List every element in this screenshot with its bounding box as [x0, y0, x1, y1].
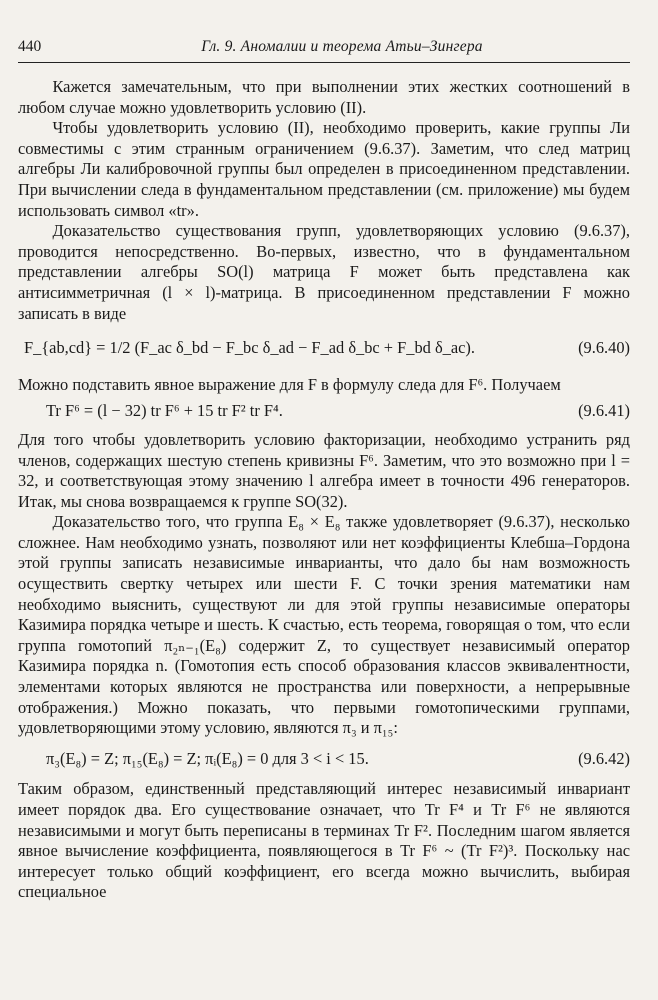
- paragraph-5: Для того чтобы удовлетворить условию факторизации, необходимо устранить ряд членов, содержащих шестую степень кривизны F⁶. Заметим, что это возможно при l = 32, и соответствующая этому значению l алгебра имеет в точности 496 генераторов. Итак, мы снова возвращаемся к группе SO(32).: [18, 429, 630, 511]
- body-text: [18, 77, 630, 903]
- paragraph-6: Доказательство того, что группа E₈ × E₈ также удовлетворяет (9.6.37), несколько сложнее. Нам необходимо узнать, позволяют или нет коэффициенты Клебша–Гордона этой группы записать независимые инварианты, что дало бы нам возможность осуществить свертку четырех или шести F. С точки зрения математики нам необходимо выяснить, существуют ли для этой группы независимые операторы Казимира порядка четыре и шесть. К счастью, есть теорема, говорящая о том, что если группа гомотопий π₂ₙ₋₁(E₈) содержит Z, то существует независимый оператор Казимира порядка n. (Гомотопия есть способ образования классов эквивалентности, элементами которых являются не пространства или поверхности, а непрерывные отображения.) Можно показать, что первыми гомотопическими группами, удовлетворяющими этому условию, являются π₃ и π₁₅:: [18, 512, 630, 738]
- paragraph-4: Можно подставить явное выражение для F в формулу следа для F⁶. Получаем: [18, 374, 561, 394]
- equation-number: (9.6.41): [578, 401, 630, 421]
- equation-number: (9.6.40): [578, 338, 630, 358]
- paragraph-2: Чтобы удовлетворить условию (II), необходимо проверить, какие группы Ли совместимы с этим странным ограничением (9.6.37). Заметим, что след матриц алгебры Ли калибровочной группы был определен в присоединенном представлении. При вычислении следа в фундаментальном представлении (см. приложение) мы будем использовать символ «tr».: [18, 118, 630, 220]
- equation-number: (9.6.42): [578, 748, 630, 768]
- running-title: Гл. 9. Аномалии и теорема Атьи–Зингера: [201, 38, 483, 55]
- paragraph-1: Кажется замечательным, что при выполнении этих жестких соотношений в любом случае можно удовлетворить условию (II).: [18, 77, 630, 117]
- equation-9-6-40: [18, 338, 630, 359]
- paragraph-3: Доказательство существования групп, удовлетворяющих условию (9.6.37), проводится непосредственно. Во-первых, известно, что в фундаментальном представлении алгебры SO(l) матрица F может быть представлена как антисимметричная (l × l)-матрица. В присоединенном представлении F можно записать в виде: [18, 221, 630, 323]
- equation-expression: Tr F⁶ = (l − 32) tr F⁶ + 15 tr F² tr F⁴.: [46, 401, 283, 421]
- equation-expression: π₃(E₈) = Z; π₁₅(E₈) = Z; πᵢ(E₈) = 0 для 3 < i < 15.: [46, 748, 369, 768]
- equation-expression: F_{ab,cd} = 1/2 (F_ac δ_bd − F_bc δ_ad − F_ad δ_bc + F_bd δ_ac).: [24, 338, 475, 358]
- paragraph-7: Таким образом, единственный представляющий интерес независимый инвариант имеет порядок два. Его существование означает, что Tr F⁴ и Tr F⁶ не являются независимыми и могут быть переписаны в терминах Tr F². Последним шагом является явное вычисление коэффициента, появляющегося в Tr F⁶ ~ (Tr F²)³. Поскольку нас интересует только общий коэффициент, его всегда можно вычислить, выбирая специальное: [18, 779, 630, 902]
- equation-9-6-41: [18, 401, 630, 422]
- page-header: [18, 38, 630, 63]
- equation-9-6-42: [18, 749, 630, 770]
- page-number: 440: [18, 38, 42, 55]
